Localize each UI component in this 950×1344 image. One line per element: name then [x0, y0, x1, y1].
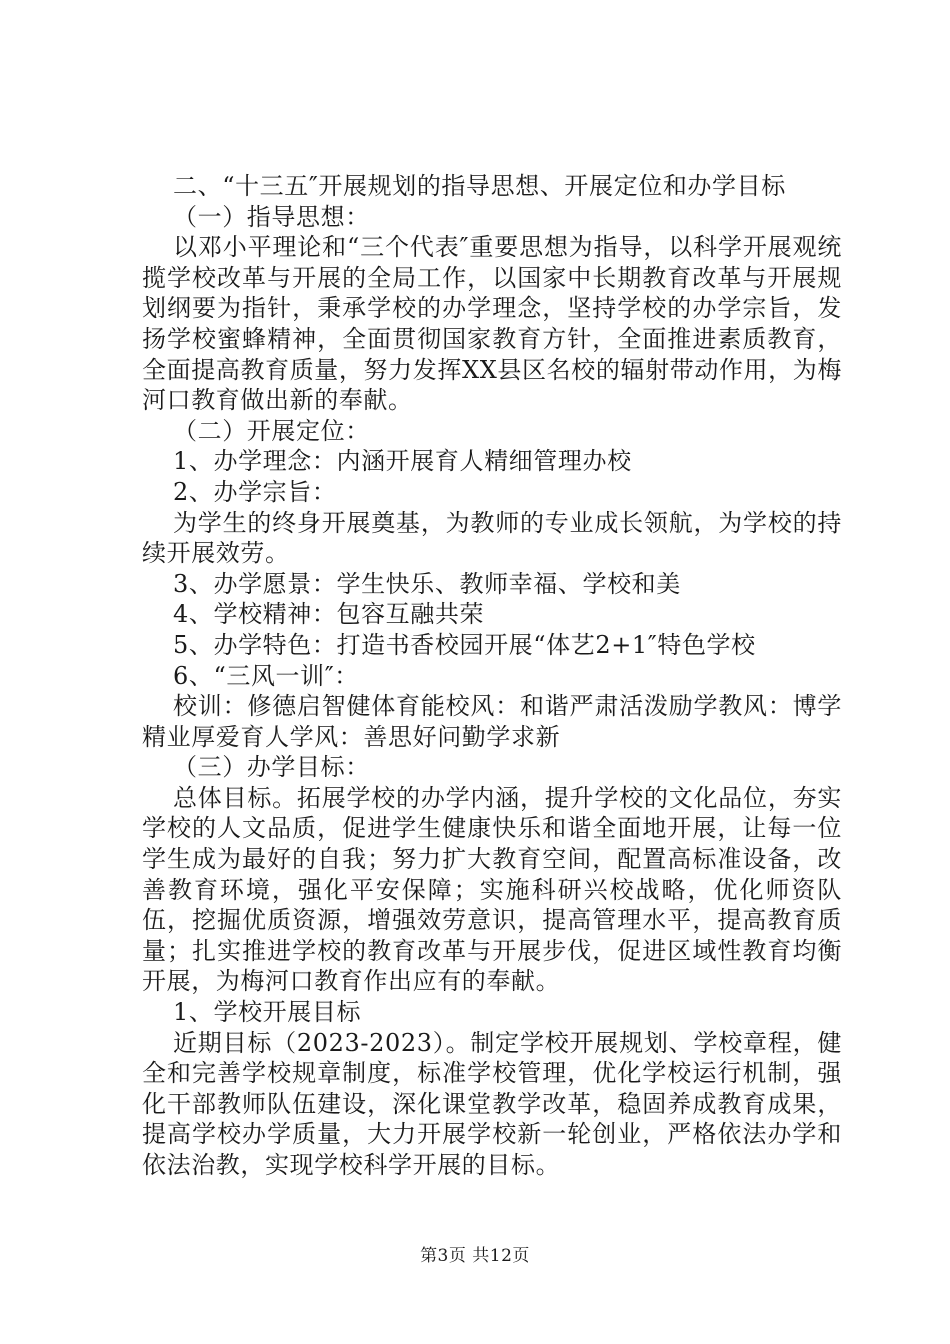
- list-item-purpose: 2、办学宗旨：: [173, 477, 337, 506]
- paragraph-motto: 校训：修德启智健体育能校风：和谐严肃活泼励学教风：博学精业厚爱育人学风：善思好问勤学求新: [142, 692, 842, 751]
- list-item-philosophy: 1、办学理念：内涵开展育人精细管理办校: [173, 447, 632, 476]
- paragraph-guiding-ideology: 以邓小平理论和“三个代表″重要思想为指导，以科学开展观统揽学校改革与开展的全局工作，以国家中长期教育改革与开展规划纲要为指针，秉承学校的办学理念，坚持学校的办学宗旨，发扬学校蜜蜂精神，全面贯彻国家教育方针，全面推进素质教育，全面提高教育质量，努力发挥XX县区名校的辐射带动作用，为梅河口教育做出新的奉献。: [142, 233, 842, 415]
- subsection-heading-goals: （三）办学目标：: [173, 753, 370, 782]
- page-number-footer: 第3页 共12页: [420, 1246, 530, 1266]
- list-item-motto-title: 6、“三风一训″：: [173, 661, 359, 690]
- subsection-heading-positioning: （二）开展定位：: [173, 416, 370, 445]
- paragraph-near-term-goal: 近期目标（2023-2023）。制定学校开展规划、学校章程，健全和完善学校规章制度，标准学校管理，优化学校运行机制，强化干部教师队伍建设，深化课堂教学改革，稳固养成教育成果，提高学校办学质量，大力开展学校新一轮创业，严格依法办学和依法治教，实现学校科学开展的目标。: [142, 1028, 842, 1179]
- list-item-spirit: 4、学校精神：包容互融共荣: [173, 600, 485, 629]
- section-heading: 二、“十三五″开展规划的指导思想、开展定位和办学目标: [173, 172, 786, 200]
- list-item-features: 5、办学特色：打造书香校园开展“体艺2+1″特色学校: [173, 630, 756, 659]
- document-body: [142, 171, 842, 1181]
- list-item-vision: 3、办学愿景：学生快乐、教师幸福、学校和美: [173, 569, 681, 598]
- paragraph-purpose: 为学生的终身开展奠基，为教师的专业成长领航，为学校的持续开展效劳。: [142, 508, 842, 568]
- subsection-heading-guiding-ideology: （一）指导思想：: [173, 202, 370, 231]
- list-item-development-goal: 1、学校开展目标: [173, 998, 362, 1027]
- paragraph-overall-goal: 总体目标。拓展学校的办学内涵，提升学校的文化品位，夯实学校的人文品质，促进学生健康快乐和谐全面地开展，让每一位学生成为最好的自我；努力扩大教育空间，配置高标准设备，改善教育环境，强化平安保障；实施科研兴校战略，优化师资队伍，挖掘优质资源，增强效劳意识，提高管理水平，提高教育质量；扎实推进学校的教育改革与开展步伐，促进区域性教育均衡开展，为梅河口教育作出应有的奉献。: [142, 783, 842, 996]
